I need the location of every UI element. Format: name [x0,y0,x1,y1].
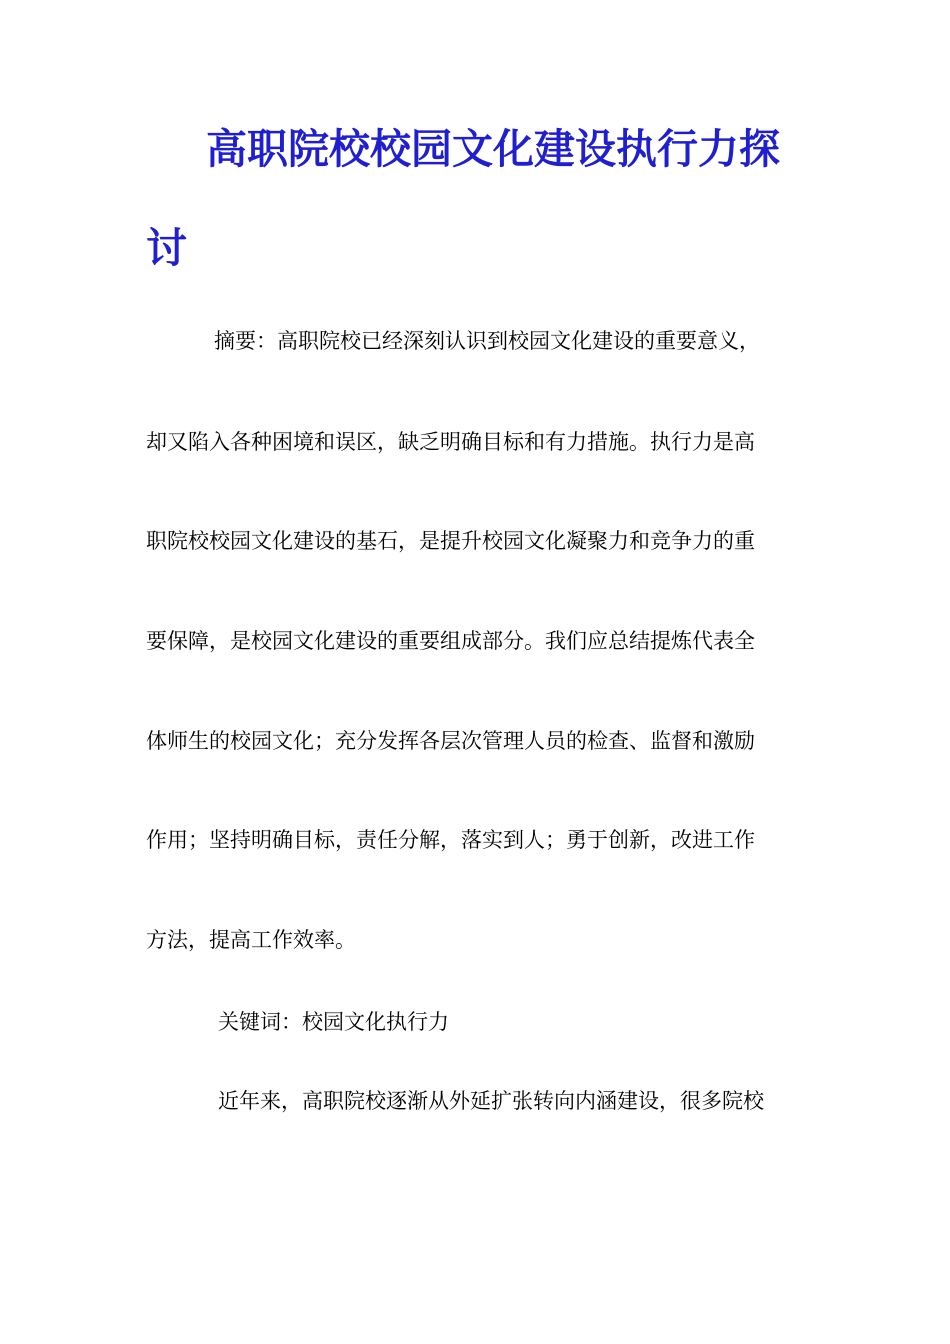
abstract-line-1: 摘要：高职院校已经深刻认识到校园文化建设的重要意义， [214,329,760,353]
abstract-line-5: 体师生的校园文化；充分发挥各层次管理人员的检查、监督和激励 [146,729,755,753]
abstract-line-7: 方法，提高工作效率。 [146,928,356,952]
body-line-1: 近年来，高职院校逐渐从外延扩张转向内涵建设，很多院校 [218,1089,764,1113]
keywords-line: 关键词：校园文化执行力 [218,1010,449,1034]
abstract-line-6: 作用；坚持明确目标，责任分解，落实到人；勇于创新，改进工作 [146,828,755,852]
abstract-line-2: 却又陷入各种困境和误区，缺乏明确目标和有力措施。执行力是高 [146,430,755,454]
abstract-line-3: 职院校校园文化建设的基石，是提升校园文化凝聚力和竞争力的重 [146,529,755,553]
abstract-line-4: 要保障，是校园文化建设的重要组成部分。我们应总结提炼代表全 [146,629,755,653]
document-title-line-1: 高职院校校园文化建设执行力探 [206,125,780,173]
document-title-line-2: 讨 [146,224,187,272]
